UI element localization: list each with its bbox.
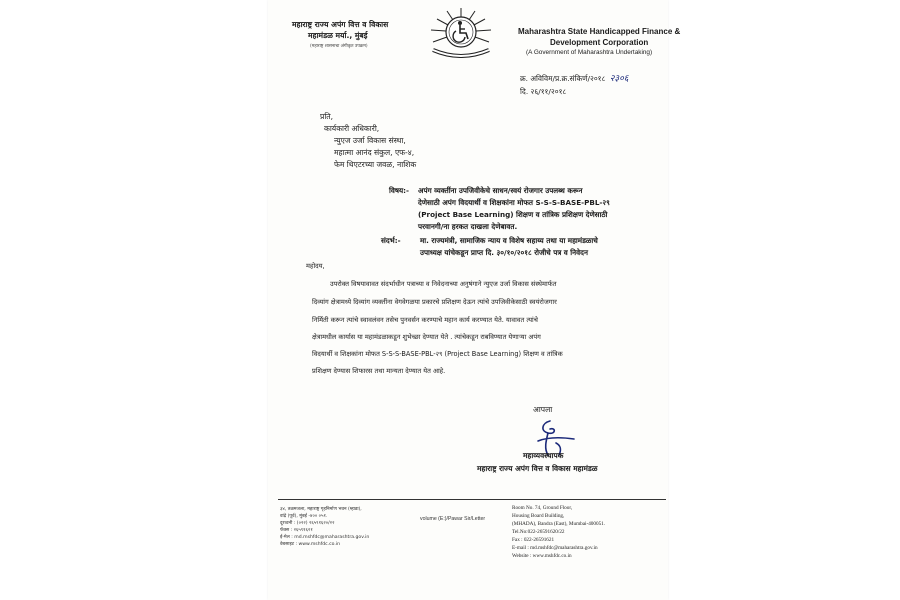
mr-org-name-line1: महाराष्ट्र राज्य अपंग वित्त व विकास xyxy=(292,20,389,29)
subject-line1: अपंग व्यक्तींना उपजिवीकेचे साधन/स्वयं रोजगार उपलब्ध करून xyxy=(418,186,583,195)
corporation-logo xyxy=(425,6,497,58)
footer-mr-address-line: ३४, तळमजला, महाराष्ट्र गृहनिर्माण भवन (म्हाडा), xyxy=(280,507,362,512)
footer-divider xyxy=(278,499,666,500)
closing-yours: आपला xyxy=(533,405,553,414)
footer-en-address-line: (MHADA), Bandra (East), Mumbai-400051. xyxy=(512,521,606,527)
footer-en-address-line: Fax : 022-26591621 xyxy=(512,537,555,543)
footer-en-address-line: Tel.No:022-26591620/22 xyxy=(512,529,565,535)
footer-en-address-line: Room No. 74, Ground Floor, xyxy=(512,505,573,511)
reference-label: संदर्भ:- xyxy=(381,236,401,245)
en-org-name-line2: Development Corporation xyxy=(550,38,649,47)
en-org-subtitle: (A Government of Maharashtra Undertaking) xyxy=(526,49,653,56)
letter-page xyxy=(268,0,681,600)
salutation: महोदय, xyxy=(306,262,325,270)
footer-mr-address-line: दूरध्वनी : (०२२) २६५९१६२०/२२ xyxy=(280,521,335,526)
footer-mr-address-line: वांद्रे (पूर्व), मुंबई -४०० ०५१. xyxy=(280,514,328,519)
closing-designation: महाव्यवस्थापक xyxy=(523,451,564,460)
footer-en-address-line: E-mail : md.mshfdc@maharashtra.gov.in xyxy=(512,545,598,551)
subject-line4: परवानगी/ना हरकत दाखला देणेबावत. xyxy=(418,222,518,231)
recipient-line2: न्युएज उर्जा विकास संस्था, xyxy=(334,136,406,145)
footer-file-path: volume (E:)/Pawar Sir/Letter xyxy=(420,516,486,522)
recipient-line3: महात्मा आनंद संकुल, एफ-४, xyxy=(334,148,415,157)
footer-mr-address-line: फॅक्स : २६५९१६२१ xyxy=(280,528,313,533)
mr-org-name-line2: महामंडळ मर्या., मुंबई xyxy=(308,31,368,40)
reference-line2: उपाध्यक्ष यांचेकडून प्राप्त दि. ३०/१०/२०१८ रोजीचे पत्र व निवेदन xyxy=(420,248,588,257)
body-line: निर्मिती करून त्यांचे स्वावलंवन तसेच पुनवर्सन करण्याचे महान कार्य करण्यात येते. यावावत त्यांचे xyxy=(312,316,538,324)
handwritten-number: २३०६ xyxy=(609,74,629,84)
body-line: विदयार्थी व शिक्षकांना मोफत S-S-S-BASE-PBL-२९ (Project Base Learning) शिक्षण व तांत्रिक xyxy=(312,350,563,358)
body-line: उपरोक्त विषयावावत संदर्भाधीन पत्राच्या व निवेदनाच्या अनुषंगाने न्युएज उर्जा विकास संस्थेमार्फत xyxy=(330,280,557,288)
closing-organization: महाराष्ट्र राज्य अपंग वित्त व विकास महामंडळ xyxy=(477,464,598,473)
mr-org-subtitle: (महाराष्ट्र शासनाचा अंगीकृत उपक्रम) xyxy=(310,44,368,49)
recipient-line4: फेम थिएटरच्या जवळ, नाशिक xyxy=(334,160,417,169)
footer-en-address-line: Housing Board Building, xyxy=(512,513,565,519)
en-org-name-line1: Maharashtra State Handicapped Finance & xyxy=(518,27,681,36)
footer-en-address-line: Website : www.mshfdc.co.in xyxy=(512,553,572,559)
footer-mr-address-line: वेबसाइट : www.mshfdc.co.in xyxy=(280,542,341,547)
footer-mr-address-line: ई-मेल : md.mshfdc@maharashtra.gov.in xyxy=(280,535,370,540)
wheelchair-icon xyxy=(425,6,497,58)
recipient-to: प्रति, xyxy=(320,112,334,121)
body-line: क्षेत्रामधील कार्यास या महामंडळाकडून शुभेच्छा देण्यात येते . त्यांचेकडून राबविण्यात येणाऱ्या अपंग xyxy=(312,333,541,341)
subject-line2: देणेसाठी अपंग विदयार्थी व शिक्षकांना मोफत S-S-S-BASE-PBL-२९ xyxy=(418,198,610,207)
recipient-line1: कार्यकारी अधिकारी, xyxy=(324,124,380,133)
subject-line3: (Project Base Learning) शिक्षण व तांत्रिक प्रशिक्षण देणेसाठी xyxy=(418,210,608,219)
subject-label: विषय:- xyxy=(389,186,410,195)
body-line: प्रशिक्षण देण्यास शिफारस तथा मान्यता देण्यात येत आहे. xyxy=(312,367,446,375)
letter-date: दि. २६/११/२०१८ xyxy=(520,87,567,96)
reference-line1: मा. राज्यमंत्री, सामाजिक न्याय व विशेष सहाय्य तथा या महामंडळाचे xyxy=(420,236,598,245)
body-line: दिव्यांग क्षेत्रामध्ये दिव्यांग व्यक्तींना वेगवेगळया प्रकारचे प्रशिक्षण देऊन त्यांचे उपजिवीकेसाठी स्वयंरोजगार xyxy=(312,298,557,306)
reference-number: क्र. अविविम/प्र.क्र.संकिर्ण/२०१८ २३०६ xyxy=(520,74,629,84)
